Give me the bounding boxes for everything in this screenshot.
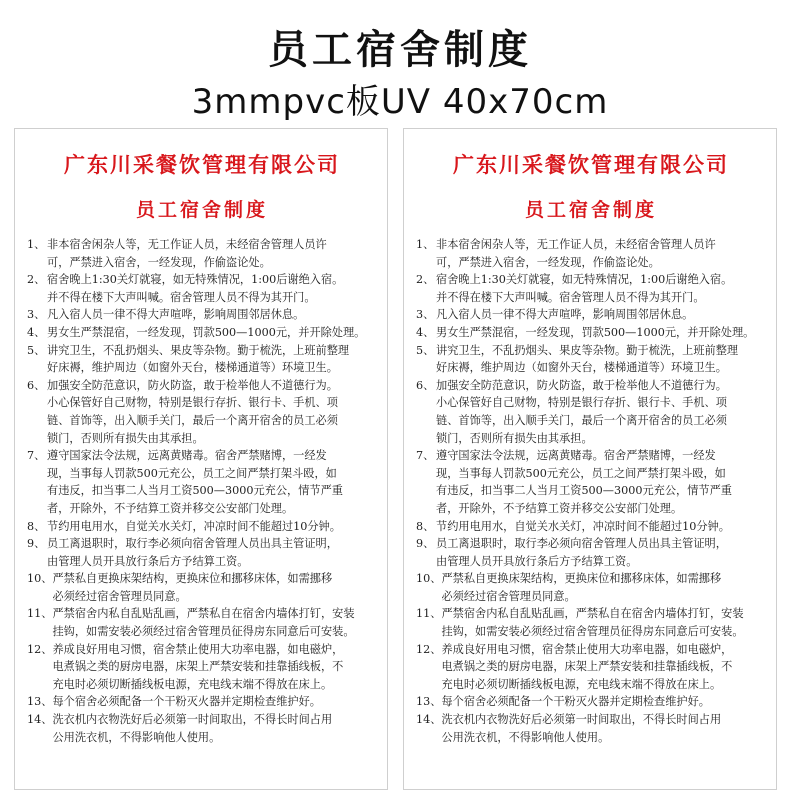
- rule-item: [27, 518, 377, 536]
- rule-item: [27, 641, 377, 694]
- rule-number: 3、: [27, 308, 46, 322]
- rule-text: 加强安全防范意识，防火防盗，敢于检举他人不道德行为。 小心保管好自己财物，特别是银行存折、银行卡、手机、项 链、首饰等，出入顺手关门，最后一个离开宿舍的员工必须 锁门，否则所有损失由其承担。: [47, 378, 338, 445]
- rule-text: 每个宿舍必须配备一个干粉灭火器并定期检查维护好。: [52, 695, 321, 709]
- rule-number: 2、: [27, 273, 46, 287]
- rule-text: 非本宿舍闲杂人等，无工作证人员，未经宿舍管理人员许 可，严禁进入宿舍，一经发现，作偷盗论处。: [47, 238, 327, 269]
- rule-number: 8、: [416, 519, 435, 533]
- rule-item: [416, 447, 766, 517]
- rule-item: [27, 605, 377, 640]
- rule-item: [416, 570, 766, 605]
- rule-text: 非本宿舍闲杂人等，无工作证人员，未经宿舍管理人员许 可，严禁进入宿舍，一经发现，作偷盗论处。: [436, 238, 716, 269]
- rule-text: 每个宿舍必须配备一个干粉灭火器并定期检查维护好。: [441, 695, 710, 709]
- rule-item: [416, 271, 766, 306]
- company-name: 广东川采餐饮管理有限公司: [453, 152, 729, 177]
- rule-number: 9、: [27, 537, 46, 551]
- rule-text: 严禁私自更换床架结构，更换床位和挪移床体，如需挪移 必须经过宿舍管理员同意。: [441, 572, 722, 603]
- rule-text: 男女生严禁混宿，一经发现，罚款500—1000元，并开除处理。: [47, 325, 366, 339]
- rule-number: 6、: [27, 378, 46, 392]
- rule-text: 男女生严禁混宿，一经发现，罚款500—1000元，并开除处理。: [436, 325, 755, 339]
- rule-text: 员工离退职时，取行李必须向宿舍管理人员出具主管证明， 由管理人员开具放行条后方予结算工资。: [47, 537, 338, 568]
- rule-number: 3、: [416, 308, 435, 322]
- rule-text: 凡入宿人员一律不得大声喧哗，影响周围邻居休息。: [436, 308, 694, 322]
- rules-list: [416, 236, 766, 746]
- rule-item: [416, 377, 766, 447]
- rule-text: 宿舍晚上1:30关灯就寝，如无特殊情况，1:00后谢绝入宿。 并不得在楼下大声叫喊。宿舍管理人员不得为其开门。: [47, 273, 344, 304]
- rule-number: 12、: [27, 642, 53, 656]
- rule-text: 养成良好用电习惯，宿舍禁止使用大功率电器，如电磁炉， 电煮锅之类的厨房电器，床架上严禁安装和挂靠插线板，不 充电时必须切断插线板电源，充电线末端不得放在床上。: [52, 642, 344, 691]
- rule-text: 节约用电用水，自觉关水关灯，冲凉时间不能超过10分钟。: [47, 519, 341, 533]
- rule-item: [27, 693, 377, 711]
- rule-item: [27, 447, 377, 517]
- rule-text: 员工离退职时，取行李必须向宿舍管理人员出具主管证明， 由管理人员开具放行条后方予结算工资。: [436, 537, 727, 568]
- board-title: 员工宿舍制度: [524, 199, 657, 221]
- rule-number: 1、: [416, 238, 435, 251]
- rule-number: 9、: [416, 537, 435, 551]
- rule-item: [27, 306, 377, 324]
- rule-number: 4、: [27, 325, 46, 339]
- rule-item: [416, 693, 766, 711]
- page-title: 员工宿舍制度: [268, 27, 532, 73]
- rule-text: 洗衣机内衣物洗好后必须第一时间取出，不得长时间占用 公用洗衣机，不得影响他人使用。: [441, 713, 722, 744]
- rule-number: 8、: [27, 519, 46, 533]
- rule-number: 5、: [27, 343, 46, 357]
- board-title: 员工宿舍制度: [135, 199, 268, 221]
- rule-number: 13、: [416, 695, 442, 709]
- rule-item: [416, 605, 766, 640]
- rule-number: 7、: [416, 449, 435, 463]
- company-name: 广东川采餐饮管理有限公司: [64, 152, 340, 177]
- rule-text: 严禁私自更换床架结构，更换床位和挪移床体，如需挪移 必须经过宿舍管理员同意。: [52, 572, 333, 603]
- rule-item: [27, 711, 377, 746]
- rule-text: 讲究卫生，不乱扔烟头、果皮等杂物。勤于梳洗，上班前整理 好床褥，维护周边（如窗外天台，楼梯通道等）环境卫生。: [47, 343, 350, 375]
- rule-number: 4、: [416, 325, 435, 339]
- rule-text: 洗衣机内衣物洗好后必须第一时间取出，不得长时间占用 公用洗衣机，不得影响他人使用。: [52, 713, 333, 744]
- rule-number: 5、: [416, 343, 435, 357]
- rule-item: [27, 570, 377, 605]
- rule-text: 凡入宿人员一律不得大声喧哗，影响周围邻居休息。: [47, 308, 305, 322]
- rule-text: 讲究卫生，不乱扔烟头、果皮等杂物。勤于梳洗，上班前整理 好床褥，维护周边（如窗外天台，楼梯通道等）环境卫生。: [436, 343, 739, 375]
- sign-board-right: [403, 128, 777, 790]
- spec-subtitle: 3mmpvc板UV 40x70cm: [191, 82, 609, 122]
- rule-item: [27, 324, 377, 342]
- rule-item: [416, 711, 766, 746]
- rule-text: 养成良好用电习惯，宿舍禁止使用大功率电器，如电磁炉， 电煮锅之类的厨房电器，床架上严禁安装和挂靠插线板，不 充电时必须切断插线板电源，充电线末端不得放在床上。: [441, 642, 733, 691]
- rule-item: [416, 324, 766, 342]
- rule-text: 严禁宿舍内私自乱贴乱画，严禁私自在宿舍内墙体打钉，安装 挂钩，如需安装必须经过宿舍管理员征得房东同意后可安装。: [52, 607, 355, 639]
- rule-item: [416, 236, 766, 271]
- rule-text: 遵守国家法令法规，远离黄赌毒。宿舍严禁赌博，一经发 现，当事每人罚款500元充公，员工之间严禁打架斗殴，如 有违反，扣当事二人当月工资500—3000元充公，情节严重 者，开除外，不予结算工资并移交公安部门处理。: [47, 449, 343, 515]
- rule-number: 11、: [27, 607, 53, 621]
- rule-text: 节约用电用水，自觉关水关灯，冲凉时间不能超过10分钟。: [436, 519, 730, 533]
- rule-text: 加强安全防范意识，防火防盗，敢于检举他人不道德行为。 小心保管好自己财物，特别是银行存折、银行卡、手机、项 链、首饰等，出入顺手关门，最后一个离开宿舍的员工必须 锁门，否则所有损失由其承担。: [436, 378, 727, 445]
- rule-item: [416, 518, 766, 536]
- rule-item: [416, 535, 766, 570]
- rule-item: [27, 342, 377, 377]
- rules-list: [27, 236, 377, 746]
- rule-number: 6、: [416, 378, 435, 392]
- rule-number: 13、: [27, 695, 53, 709]
- rule-number: 7、: [27, 449, 46, 463]
- rule-number: 14、: [416, 713, 442, 727]
- rule-text: 严禁宿舍内私自乱贴乱画，严禁私自在宿舍内墙体打钉，安装 挂钩，如需安装必须经过宿舍管理员征得房东同意后可安装。: [441, 607, 744, 639]
- rule-number: 11、: [416, 607, 442, 621]
- rule-text: 遵守国家法令法规，远离黄赌毒。宿舍严禁赌博，一经发 现，当事每人罚款500元充公，员工之间严禁打架斗殴，如 有违反，扣当事二人当月工资500—3000元充公，情节严重 者，开除外，不予结算工资并移交公安部门处理。: [436, 449, 732, 515]
- rule-item: [27, 236, 377, 271]
- rule-item: [27, 271, 377, 306]
- rule-number: 14、: [27, 713, 53, 727]
- rule-number: 10、: [416, 572, 442, 586]
- rule-number: 1、: [27, 238, 46, 251]
- rule-number: 12、: [416, 642, 442, 656]
- rule-item: [27, 535, 377, 570]
- rule-text: 宿舍晚上1:30关灯就寝，如无特殊情况，1:00后谢绝入宿。 并不得在楼下大声叫喊。宿舍管理人员不得为其开门。: [436, 273, 733, 304]
- rule-number: 10、: [27, 572, 53, 586]
- sign-board-left: [14, 128, 388, 790]
- rule-item: [416, 342, 766, 377]
- rule-item: [416, 306, 766, 324]
- rule-number: 2、: [416, 273, 435, 287]
- rule-item: [416, 641, 766, 694]
- rule-item: [27, 377, 377, 447]
